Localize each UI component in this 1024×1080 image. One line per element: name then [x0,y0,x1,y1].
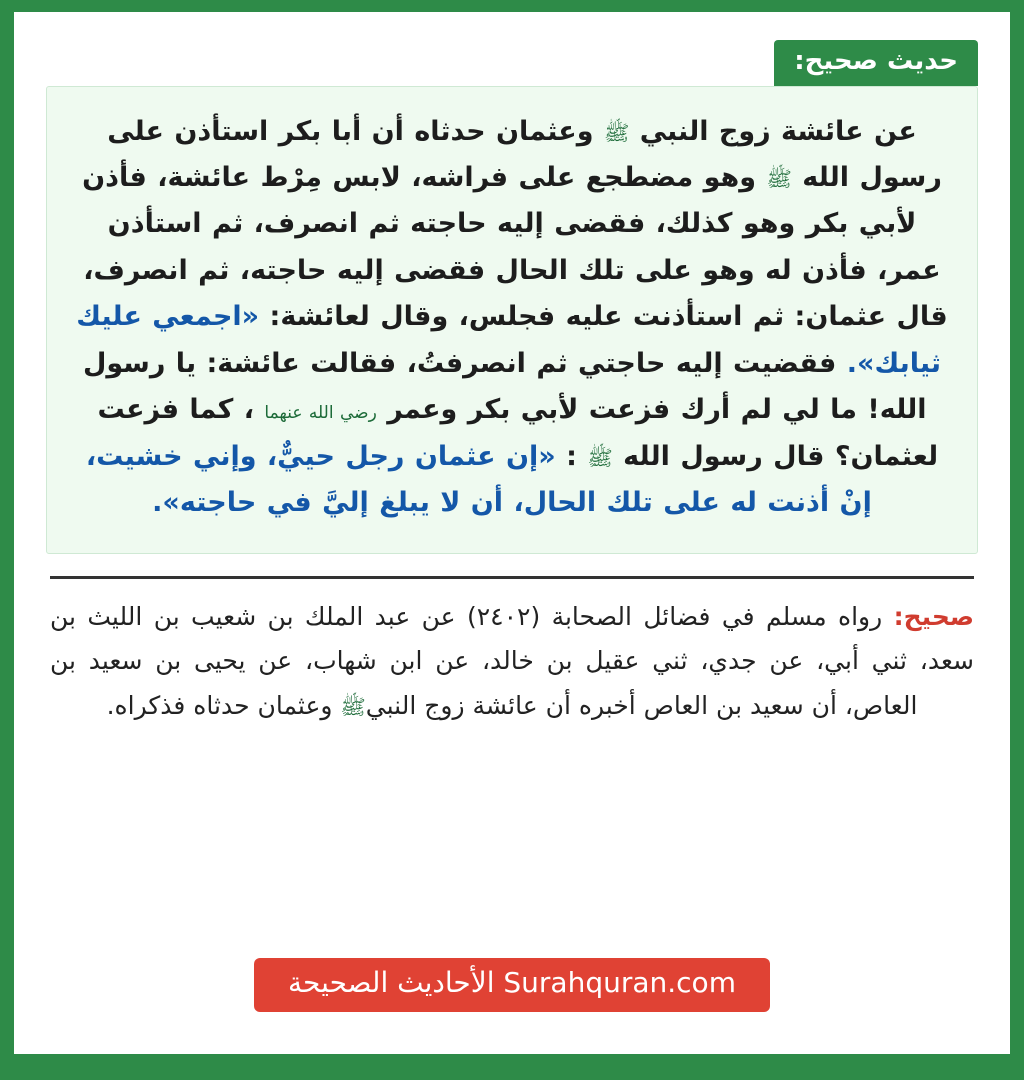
hadith-grade-badge: حديث صحيح: [774,40,978,86]
hadith-line-5: ، كما فزعت لعثمان؟ قال رسول الله [97,394,939,472]
hadith-line-1: عن عائشة زوج النبي [639,115,917,147]
hadith-text [73,109,951,527]
prophet-honorific-icon-4: ﷺ [340,694,366,719]
hadith-inner-quote: «اجمعي عليك ثيابك». [76,301,942,379]
hadith-colon: : [555,440,577,472]
hadith-line-2: وعثمان حدثاه أن أبا بكر استأذن على رسول الله [107,115,942,194]
hadith-line-4: فقضيت إليه حاجتي ثم انصرفتُ، فقالت عائشة: يا رسول الله! ما لي لم أرك فزعت لأبي بكر وعمر [82,347,927,426]
takhreej-block [50,595,974,729]
takhreej-text-after: وعثمان حدثاه فذكراه. [106,690,341,720]
site-title-label: الأحاديث الصحيحة [288,965,495,999]
document-content [28,24,996,1028]
takhreej-grade-label: صحيح: [893,601,974,631]
prophet-honorific-icon-2: ﷺ [766,167,792,192]
prophet-honorific-icon-3: ﷺ [587,445,613,470]
site-badge-button[interactable] [254,958,770,1012]
site-domain-label: Surahquran.com [503,965,736,999]
hadith-box [46,86,978,554]
section-divider [50,576,974,579]
companions-honorific-icon: رضي الله عنهما [264,403,377,424]
hadith-blue-quote: «إن عثمان رجل حييٌّ، وإني خشيت، إنْ أذنت له على تلك الحال، أن لا يبلغ إليَّ في حاجته». [85,440,872,519]
header-row [28,24,996,86]
prophet-honorific-icon: ﷺ [603,120,630,145]
hadith-line-3: وهو مضطجع على فراشه، لابس مِرْط عائشة، فأذن لأبي بكر وهو كذلك، فقضى إليه حاجته ثم انصرف، ثم استأذن عمر، فأذن له وهو على تلك الحال فقضى إليه حاجته، ثم انصرف، قال عثمان: ثم استأذنت عليه فجلس، وقال لعائشة: [82,162,948,333]
footer-row [28,958,996,1028]
takhreej-text-before: رواه مسلم في فضائل الصحابة (٢٤٠٢) عن عبد الملك بن شعيب بن الليث بن سعد، ثني أبي، عن جدي، ثني عقيل بن خالد، عن ابن شهاب، عن يحيى بن سعيد بن العاص، أن سعيد بن العاص أخبره أن عائشة زوج النبي [50,601,974,720]
